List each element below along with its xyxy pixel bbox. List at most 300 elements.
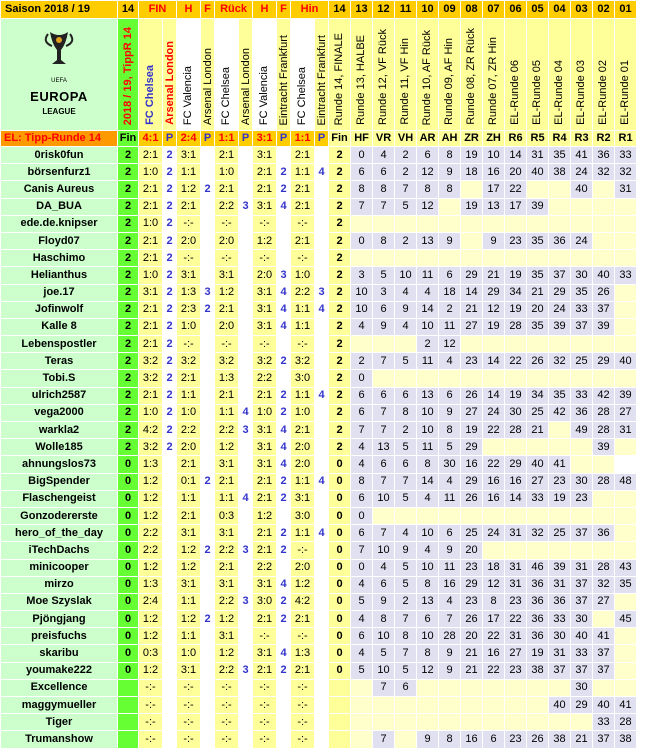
score-cell: 0 [118, 456, 139, 473]
score-cell: 39 [549, 559, 571, 576]
score-cell [615, 628, 637, 645]
score-cell [373, 714, 395, 731]
score-cell: 2:1 [139, 250, 163, 267]
score-cell: 2 [329, 387, 351, 404]
score-cell: 0 [118, 525, 139, 542]
score-cell [315, 559, 329, 576]
score-cell: 6 [439, 525, 461, 542]
score-cell: 31 [505, 576, 527, 593]
player-name[interactable]: preisfuchs [1, 628, 118, 645]
score-cell [201, 490, 215, 507]
score-cell [395, 250, 417, 267]
score-cell [571, 507, 593, 524]
score-cell: 37 [593, 301, 615, 318]
score-cell [373, 250, 395, 267]
score-cell: -:- [291, 628, 315, 645]
player-name[interactable]: BigSpender [1, 473, 118, 490]
score-cell: 1:0 [177, 404, 201, 421]
player-name[interactable]: joe.17 [1, 284, 118, 301]
score-cell: 9 [439, 232, 461, 249]
round-name-cell [395, 19, 417, 131]
score-cell: 37 [549, 662, 571, 679]
score-cell: 2 [329, 267, 351, 284]
score-cell [439, 507, 461, 524]
round-name: Runde 11, VF Hin [399, 38, 412, 125]
score-cell [239, 267, 253, 284]
score-cell: 16 [461, 456, 483, 473]
score-cell: 1:2 [177, 542, 201, 559]
score-cell [329, 714, 351, 731]
score-cell [163, 456, 177, 473]
score-cell [505, 250, 527, 267]
result-cell: 3:1 [253, 131, 277, 147]
score-cell [315, 181, 329, 198]
score-cell: 41 [593, 628, 615, 645]
player-name[interactable]: ulrich2587 [1, 387, 118, 404]
score-cell: 10 [417, 559, 439, 576]
player-name[interactable]: Moe Szyslak [1, 593, 118, 610]
score-cell: 6 [351, 628, 373, 645]
score-cell: 30 [571, 611, 593, 628]
score-cell: 2:1 [215, 559, 239, 576]
player-row [1, 370, 637, 387]
score-cell: 4 [315, 387, 329, 404]
match-name: Arsenal London [240, 47, 253, 125]
player-row [1, 267, 637, 284]
player-row [1, 559, 637, 576]
label-f-2: F [277, 1, 291, 19]
score-cell: 4 [315, 525, 329, 542]
player-name[interactable]: warkla2 [1, 422, 118, 439]
score-cell [315, 232, 329, 249]
score-cell: 2:1 [139, 301, 163, 318]
europa-league-logo [1, 19, 117, 130]
match-name: FC Chelsea [144, 65, 156, 125]
score-cell: 2:2 [215, 422, 239, 439]
score-cell: 3:1 [253, 147, 277, 164]
match-name: FC Valencia [182, 65, 195, 125]
player-name[interactable]: Tobi.S [1, 370, 118, 387]
score-cell: 22 [483, 422, 505, 439]
player-name[interactable]: iTechDachs [1, 542, 118, 559]
score-cell: 2 [329, 181, 351, 198]
score-cell: 19 [461, 422, 483, 439]
score-cell: 2:1 [291, 198, 315, 215]
player-name[interactable]: ede.de.knipser [1, 215, 118, 232]
score-cell: -:- [253, 336, 277, 353]
score-cell: 3 [315, 284, 329, 301]
score-cell [201, 336, 215, 353]
score-cell: 26 [527, 731, 549, 748]
score-cell: 0 [118, 662, 139, 679]
score-cell [593, 507, 615, 524]
score-cell: -:- [177, 731, 201, 748]
score-cell: 6 [351, 164, 373, 181]
score-cell [239, 232, 253, 249]
score-cell: 26 [461, 611, 483, 628]
score-cell: 4 [315, 164, 329, 181]
score-cell: 40 [593, 697, 615, 714]
score-cell: 1:1 [177, 593, 201, 610]
score-cell: 32 [593, 576, 615, 593]
score-cell [163, 611, 177, 628]
score-cell: 28 [505, 422, 527, 439]
player-name[interactable]: hero_of_the_day [1, 525, 118, 542]
player-name[interactable]: Helianthus [1, 267, 118, 284]
score-cell [373, 215, 395, 232]
score-cell [163, 697, 177, 714]
score-cell: 0 [329, 490, 351, 507]
player-name[interactable]: börsenfurz1 [1, 164, 118, 181]
score-cell [527, 679, 549, 696]
score-cell: 3 [277, 267, 291, 284]
score-cell: 41 [615, 697, 637, 714]
score-cell: 21 [461, 645, 483, 662]
score-cell [483, 542, 505, 559]
player-name[interactable]: youmake222 [1, 662, 118, 679]
score-cell: 1:2 [215, 645, 239, 662]
player-row [1, 456, 637, 473]
score-cell [461, 215, 483, 232]
score-cell: 40 [593, 267, 615, 284]
score-cell: 8 [373, 181, 395, 198]
score-cell: -:- [291, 714, 315, 731]
score-cell: 1:3 [139, 576, 163, 593]
score-cell [315, 507, 329, 524]
score-cell: 14 [483, 387, 505, 404]
score-cell [239, 697, 253, 714]
score-cell [505, 370, 527, 387]
player-name[interactable]: Haschimo [1, 250, 118, 267]
score-cell [315, 439, 329, 456]
score-cell [395, 697, 417, 714]
score-cell: 43 [615, 559, 637, 576]
score-cell: 14 [505, 147, 527, 164]
player-name[interactable]: Excellence [1, 679, 118, 696]
score-cell: 1:0 [253, 404, 277, 421]
score-cell [315, 404, 329, 421]
score-cell: 37 [549, 267, 571, 284]
score-cell [201, 731, 215, 748]
score-cell: 0 [329, 542, 351, 559]
result-cell: P [163, 131, 177, 147]
player-name[interactable]: Lebenspostler [1, 336, 118, 353]
score-cell: 16 [461, 731, 483, 748]
match-name: 2018 / 19, TippR 14 [121, 26, 134, 125]
score-cell: 3:0 [291, 507, 315, 524]
score-cell: -:- [253, 697, 277, 714]
score-cell [163, 679, 177, 696]
score-cell: 2 [163, 164, 177, 181]
score-cell: 3:1 [291, 490, 315, 507]
score-cell [549, 422, 571, 439]
score-cell [483, 215, 505, 232]
score-cell: 28 [505, 318, 527, 335]
player-row [1, 731, 637, 748]
score-cell: 29 [505, 456, 527, 473]
score-cell: 30 [571, 679, 593, 696]
player-name[interactable]: 0risk0fun [1, 147, 118, 164]
score-cell [615, 490, 637, 507]
subheader-row [1, 131, 637, 147]
score-cell: -:- [291, 679, 315, 696]
score-cell: 33 [615, 147, 637, 164]
score-cell [315, 250, 329, 267]
score-cell: 37 [571, 525, 593, 542]
score-cell [571, 215, 593, 232]
score-cell [201, 232, 215, 249]
score-cell: 10 [417, 318, 439, 335]
score-cell: 9 [373, 593, 395, 610]
score-cell [505, 336, 527, 353]
player-name[interactable]: Jofinwolf [1, 301, 118, 318]
match-name: Eintracht Frankfurt [278, 34, 291, 125]
player-name[interactable]: Wolle185 [1, 439, 118, 456]
score-cell: 2:1 [291, 232, 315, 249]
score-cell: 2 [163, 422, 177, 439]
season-title: Saison 2018 / 19 [1, 1, 118, 19]
score-cell [201, 422, 215, 439]
score-cell: 2:1 [215, 301, 239, 318]
score-cell: 29 [461, 473, 483, 490]
score-cell: 4:2 [291, 593, 315, 610]
match-name-cell [239, 19, 253, 131]
score-cell: 2 [329, 370, 351, 387]
player-name[interactable]: mirzo [1, 576, 118, 593]
score-cell: 19 [505, 301, 527, 318]
score-cell: 1:1 [291, 301, 315, 318]
round-number: 14 [329, 1, 351, 19]
score-cell: 1:3 [139, 456, 163, 473]
score-cell [461, 250, 483, 267]
round-name-cell [571, 19, 593, 131]
score-cell: 2:1 [291, 147, 315, 164]
player-name[interactable]: ahnungslos73 [1, 456, 118, 473]
score-cell: 4 [351, 318, 373, 335]
score-cell: 3:1 [215, 628, 239, 645]
round-number: 10 [417, 1, 439, 19]
score-cell: 10 [373, 628, 395, 645]
player-name[interactable]: minicooper [1, 559, 118, 576]
player-name[interactable]: Floyd07 [1, 232, 118, 249]
player-name[interactable]: skaribu [1, 645, 118, 662]
match-name-cell [177, 19, 201, 131]
score-cell: 3:2 [291, 353, 315, 370]
player-name[interactable]: vega2000 [1, 404, 118, 421]
score-cell: 33 [549, 611, 571, 628]
score-cell: 2:1 [139, 232, 163, 249]
score-cell: 37 [593, 731, 615, 748]
player-name[interactable]: Teras [1, 353, 118, 370]
score-cell: 3 [239, 198, 253, 215]
score-cell: 2 [163, 232, 177, 249]
score-cell: 3:1 [177, 662, 201, 679]
score-cell: 2 [118, 439, 139, 456]
score-cell: 26 [461, 387, 483, 404]
score-cell [201, 147, 215, 164]
score-cell: 4 [277, 422, 291, 439]
score-cell: 27 [615, 404, 637, 421]
score-cell [549, 181, 571, 198]
round-name-cell [483, 19, 505, 131]
score-cell: 2 [163, 301, 177, 318]
score-cell: 0 [329, 662, 351, 679]
score-cell: 10 [351, 301, 373, 318]
score-cell: 8 [373, 232, 395, 249]
score-cell [239, 215, 253, 232]
score-cell: 13 [417, 232, 439, 249]
score-cell: 6 [373, 164, 395, 181]
score-cell: 9 [439, 164, 461, 181]
player-name[interactable]: Gonzodererste [1, 507, 118, 524]
score-cell [277, 147, 291, 164]
score-cell: 2:0 [253, 267, 277, 284]
score-cell: 39 [593, 439, 615, 456]
score-cell [201, 318, 215, 335]
label-fin: FIN [139, 1, 177, 19]
score-cell [163, 645, 177, 662]
score-cell: 1:0 [291, 267, 315, 284]
score-cell: 16 [483, 473, 505, 490]
score-cell: 31 [549, 645, 571, 662]
score-cell [505, 679, 527, 696]
player-row [1, 422, 637, 439]
score-cell [315, 490, 329, 507]
player-row [1, 198, 637, 215]
score-cell: 36 [593, 525, 615, 542]
label-h-1: H [177, 1, 201, 19]
score-cell: 2:0 [177, 232, 201, 249]
score-cell [118, 714, 139, 731]
score-cell: 21 [571, 731, 593, 748]
score-cell: 4 [277, 284, 291, 301]
score-cell [315, 336, 329, 353]
score-cell: 6 [395, 679, 417, 696]
score-cell [615, 301, 637, 318]
score-cell: 2 [329, 250, 351, 267]
score-cell: 7 [373, 473, 395, 490]
score-cell: 6 [373, 387, 395, 404]
score-cell: 2:2 [215, 198, 239, 215]
player-name[interactable]: maggymueller [1, 697, 118, 714]
score-cell: 3 [239, 593, 253, 610]
score-cell [201, 370, 215, 387]
score-cell: 4 [351, 456, 373, 473]
score-cell [615, 593, 637, 610]
tipp-round-label: EL: Tipp-Runde 14 [1, 131, 118, 147]
score-cell: 2 [201, 473, 215, 490]
score-cell [239, 679, 253, 696]
score-cell [483, 714, 505, 731]
score-cell: 23 [505, 232, 527, 249]
score-cell: 16 [483, 645, 505, 662]
score-cell: 35 [527, 267, 549, 284]
score-cell: 1:1 [215, 490, 239, 507]
score-cell: 2:2 [253, 370, 277, 387]
score-cell [201, 353, 215, 370]
score-cell: 29 [549, 284, 571, 301]
round-number: 04 [549, 1, 571, 19]
score-cell: 1:2 [139, 473, 163, 490]
player-name[interactable]: DA_BUA [1, 198, 118, 215]
result-cell: P [315, 131, 329, 147]
player-name[interactable]: Tiger [1, 714, 118, 731]
score-cell: 25 [461, 525, 483, 542]
score-cell: -:- [253, 679, 277, 696]
score-cell: 39 [615, 387, 637, 404]
score-cell: 4:2 [139, 422, 163, 439]
score-cell [505, 439, 527, 456]
score-cell: 2 [329, 147, 351, 164]
score-cell [239, 559, 253, 576]
score-cell: 37 [593, 645, 615, 662]
score-cell [239, 714, 253, 731]
score-cell: 22 [505, 353, 527, 370]
score-cell: 0 [329, 473, 351, 490]
player-name[interactable]: Pjöngjang [1, 611, 118, 628]
round-name-cell [373, 19, 395, 131]
score-cell [483, 439, 505, 456]
score-cell [239, 147, 253, 164]
score-cell [461, 181, 483, 198]
score-cell: 14 [417, 301, 439, 318]
score-cell: 2:1 [291, 662, 315, 679]
score-cell: 30 [439, 456, 461, 473]
player-name[interactable]: Flaschengeist [1, 490, 118, 507]
score-cell: 7 [373, 422, 395, 439]
round-col-label: VH [395, 131, 417, 147]
score-cell: 31 [571, 559, 593, 576]
score-cell [615, 370, 637, 387]
score-cell: 23 [505, 731, 527, 748]
score-cell: 39 [527, 198, 549, 215]
score-cell: 8 [417, 456, 439, 473]
score-cell: -:- [139, 679, 163, 696]
player-name[interactable]: Kalle 8 [1, 318, 118, 335]
score-cell: 0 [351, 232, 373, 249]
score-cell [483, 507, 505, 524]
score-cell [351, 336, 373, 353]
score-cell: 2:2 [215, 662, 239, 679]
europa-text: EUROPA [30, 89, 88, 104]
score-cell: 3:1 [215, 576, 239, 593]
player-name[interactable]: Trumanshow [1, 731, 118, 748]
player-name[interactable]: Canis Aureus [1, 181, 118, 198]
score-cell: 8 [439, 147, 461, 164]
score-cell: 40 [527, 456, 549, 473]
score-cell: 2:1 [177, 507, 201, 524]
score-cell: 22 [483, 662, 505, 679]
round-name: EL-Runde 05 [531, 60, 544, 125]
score-cell: 12 [417, 198, 439, 215]
score-cell: 2 [329, 439, 351, 456]
score-cell: 0 [118, 645, 139, 662]
score-cell: 9 [395, 301, 417, 318]
score-cell: 3:0 [291, 370, 315, 387]
score-cell: 0 [329, 611, 351, 628]
score-cell: 2:1 [215, 473, 239, 490]
score-cell [593, 198, 615, 215]
score-cell [315, 267, 329, 284]
score-cell: 2 [118, 215, 139, 232]
score-cell: 6 [439, 267, 461, 284]
score-cell [163, 525, 177, 542]
score-cell [118, 697, 139, 714]
score-cell [239, 731, 253, 748]
score-cell: 35 [571, 284, 593, 301]
score-cell: 2:1 [291, 611, 315, 628]
score-cell: 36 [527, 576, 549, 593]
